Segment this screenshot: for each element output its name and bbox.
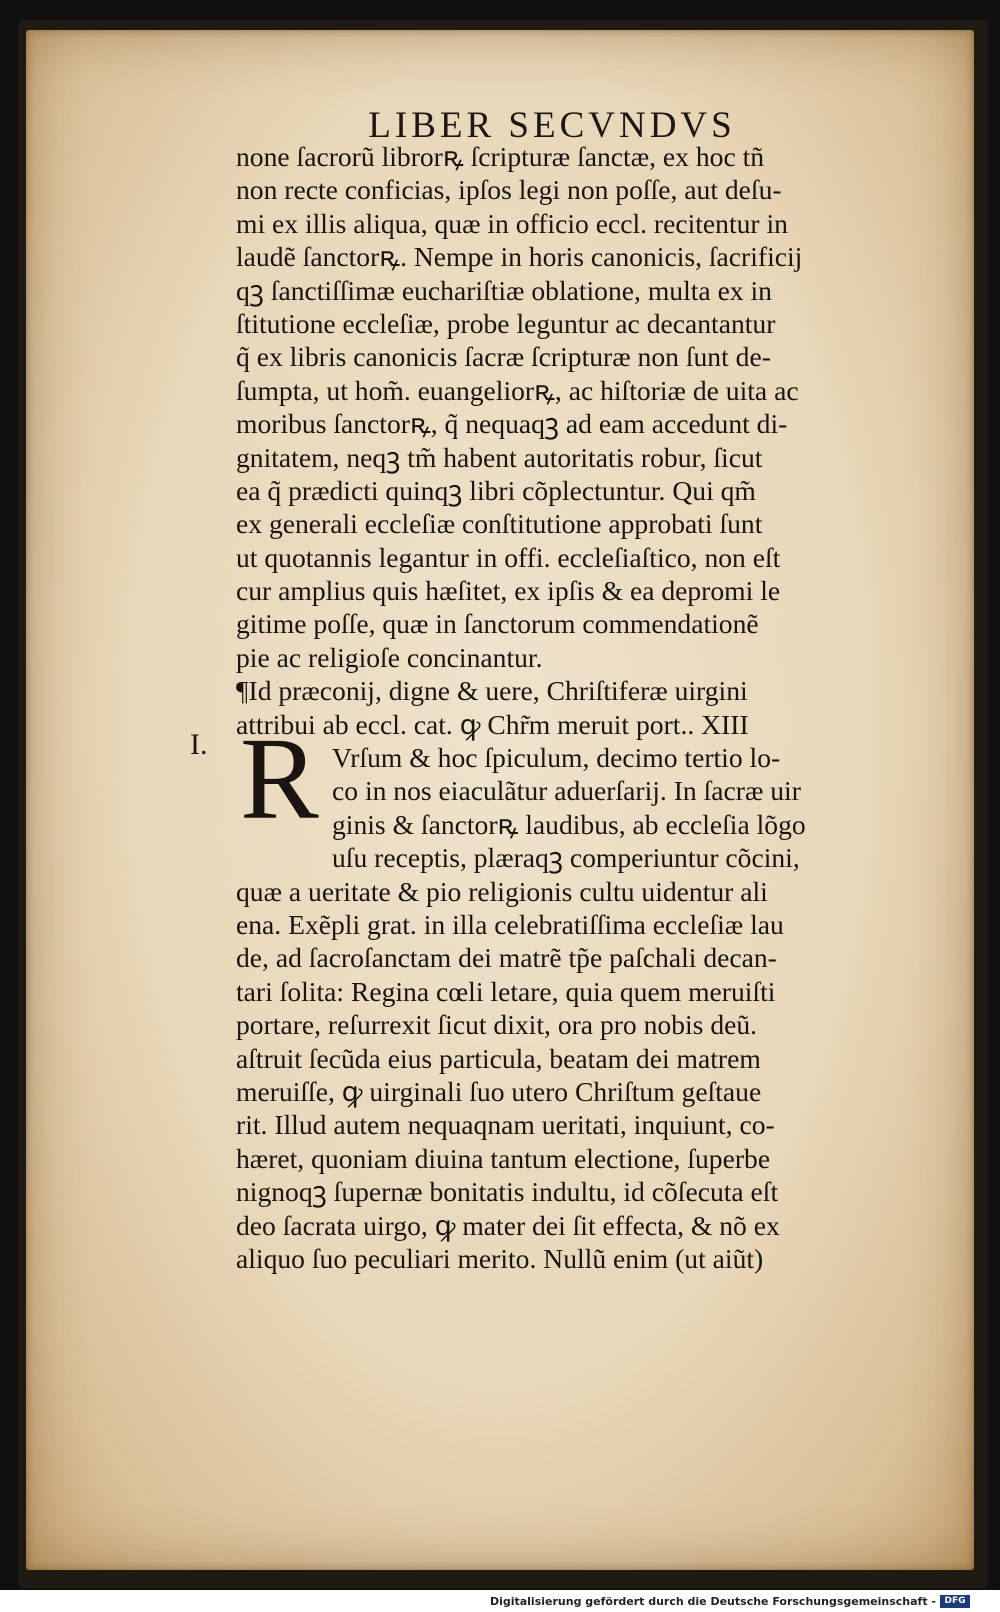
text-line: ut quotannis legantur in offi. eccleſiaſtico, non eſt: [236, 541, 781, 573]
margin-number: I.: [190, 728, 208, 761]
text-line: non recte conficias, ipſos legi non poſſe, aut deſu-: [236, 174, 782, 206]
text-line: q̃ ex libris canonicis ſacræ ſcripturæ non ſunt de-: [236, 341, 771, 373]
text-line: laudẽ ſanctorꝶ. Nempe in horis canonicis, ſacrificij: [236, 241, 803, 273]
text-line: quæ a ueritate & pio religionis cultu uidentur ali: [236, 875, 768, 907]
text-line: tari ſolita: Regina cœli letare, quia quem meruiſti: [236, 975, 776, 1007]
chapter-heading-line: attribui ab eccl. cat. ꝙ Chr̃m meruit port.. XIII: [236, 708, 749, 740]
text-line: gitime poſſe, quæ in ſanctorum commendationẽ: [236, 608, 759, 640]
drop-cap-initial: R: [240, 713, 319, 844]
running-head: LIBER SECVNDVS: [368, 105, 736, 146]
text-line: ea q̃ prædicti quinqꝫ libri cõplectuntur. Qui qm̃: [236, 474, 756, 506]
text-line: pie ac religioſe concinantur.: [236, 641, 543, 673]
footer-credit: Digitalisierung gefördert durch die Deutsche Forschungsgemeinschaft -: [489, 1595, 936, 1608]
text-line: meruiſſe, ꝙ uirginali ſuo utero Chriſtum geſtaue: [236, 1075, 762, 1107]
text-line: hæret, quoniam diuina tantum electione, ſuperbe: [236, 1142, 771, 1174]
text-line: qꝫ ſanctiſſimæ euchariſtiæ oblatione, multa ex in: [236, 274, 772, 306]
text-line: nignoqꝫ ſupernæ bonitatis indultu, id cõſecuta eſt: [236, 1176, 779, 1208]
text-line: ena. Exẽpli grat. in illa celebratiſſima eccleſiæ lau: [236, 908, 784, 940]
main-text: [236, 140, 896, 1275]
dfg-logo: DFG: [940, 1595, 970, 1608]
text-line: aliquo ſuo peculiari merito. Nullũ enim (ut aiũt): [236, 1242, 764, 1274]
text-line: mi ex illis aliqua, quæ in officio eccl. recitentur in: [236, 207, 788, 239]
text-line: uſu receptis, plæraqꝫ comperiuntur cõcini,: [332, 842, 800, 874]
text-line: aſtruit ſecũda eius particula, beatam dei matrem: [236, 1042, 761, 1074]
text-line: portare, reſurrexit ſicut dixit, ora pro nobis deũ.: [236, 1009, 758, 1041]
text-line: de, ad ſacroſanctam dei matrẽ tp̃e paſchali decan-: [236, 942, 777, 974]
text-line: moribus ſanctorꝶ, q̃ nequaqꝫ ad eam accedunt di-: [236, 408, 788, 440]
text-line: deo ſacrata uirgo, ꝙ mater dei ſit effecta, & nõ ex: [236, 1209, 780, 1241]
text-line: ſumpta, ut hom̃. euangeliorꝶ, ac hiſtoriæ de uita ac: [236, 374, 799, 406]
text-line: co in nos eiaculãtur aduerſarij. In ſacræ uir: [332, 775, 801, 807]
text-line: ſtitutione eccleſiæ, probe leguntur ac decantantur: [236, 307, 776, 339]
text-line: ex generali eccleſiæ conſtitutione approbati ſunt: [236, 508, 763, 540]
text-line: cur amplius quis hæſitet, ex ipſis & ea depromi le: [236, 575, 781, 607]
text-line: Vrſum & hoc ſpiculum, decimo tertio lo-: [332, 742, 781, 774]
text-line: gnitatem, neqꝫ tm̃ habent autoritatis robur, ſicut: [236, 441, 763, 473]
footer-bar: [0, 1590, 1000, 1612]
text-line: ginis & ſanctorꝶ laudibus, ab eccleſia lõgo: [332, 808, 806, 840]
text-line: none ſacrorũ librorꝶ ſcripturæ ſanctæ, ex hoc tñ: [236, 141, 765, 172]
text-line: rit. Illud autem nequaqnam ueritati, inquiunt, co-: [236, 1109, 775, 1141]
chapter-heading-line: ¶Id præconij, digne & uere, Chriſtiferæ uirgini: [236, 675, 748, 707]
